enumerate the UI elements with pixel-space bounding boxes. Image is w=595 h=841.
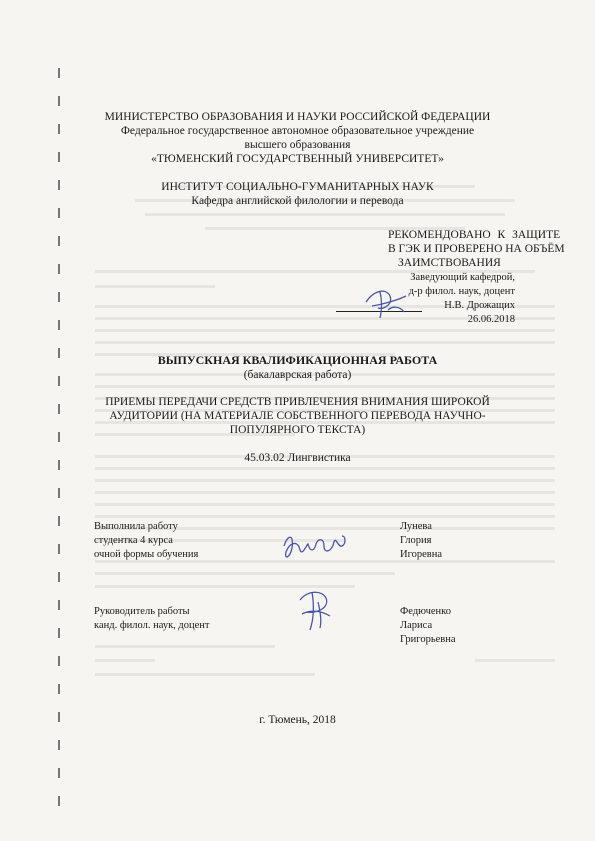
supervisor-label-1: Руководитель работы xyxy=(94,606,190,617)
author-label-2: студентка 4 курса xyxy=(94,535,173,546)
supervisor-label-2: канд. филол. наук, доцент xyxy=(94,620,210,631)
ministry-name: МИНИСТЕРСТВО ОБРАЗОВАНИЯ И НАУКИ РОССИЙСКОЙ ФЕДЕРАЦИИ xyxy=(104,111,491,123)
specialty-code: 45.03.02 Лингвистика xyxy=(244,452,351,464)
education-level: высшего образования xyxy=(244,139,351,151)
university-name: «ТЮМЕНСКИЙ ГОСУДАРСТВЕННЫЙ УНИВЕРСИТЕТ» xyxy=(151,153,444,165)
supervisor-patronymic: Григорьевна xyxy=(400,634,456,645)
work-title-line2: АУДИТОРИИ (НА МАТЕРИАЛЕ СОБСТВЕННОГО ПЕРЕВОДА НАУЧНО- xyxy=(109,410,486,422)
supervisor-signature xyxy=(292,586,336,634)
author-label-3: очной формы обучения xyxy=(94,549,199,560)
author-patronymic: Игоревна xyxy=(400,549,443,560)
city-year: г. Тюмень, 2018 xyxy=(259,714,336,726)
author-surname: Лунева xyxy=(400,521,432,532)
work-subtype: (бакалаврская работа) xyxy=(243,369,352,381)
head-degree: д-р филол. наук, доцент xyxy=(408,286,515,297)
author-name: Глория xyxy=(400,535,432,546)
institute-name: ИНСТИТУТ СОЦИАЛЬНО-ГУМАНИТАРНЫХ НАУК xyxy=(161,181,434,193)
approval-date: 26.06.2018 xyxy=(467,314,515,325)
head-title: Заведующий кафедрой, xyxy=(410,272,515,283)
author-label-1: Выполнила работу xyxy=(94,521,178,532)
supervisor-surname: Федюченко xyxy=(400,606,451,617)
recommendation-line1: РЕКОМЕНДОВАНО К ЗАЩИТЕ xyxy=(388,229,561,241)
work-title-line1: ПРИЕМЫ ПЕРЕДАЧИ СРЕДСТВ ПРИВЛЕЧЕНИЯ ВНИМАНИЯ ШИРОКОЙ xyxy=(105,396,490,408)
recommendation-line2: В ГЭК И ПРОВЕРЕНО НА ОБЪЁМ xyxy=(388,243,565,255)
work-title-line3: ПОПУЛЯРНОГО ТЕКСТА) xyxy=(229,424,366,436)
supervisor-name: Лариса xyxy=(400,620,433,631)
institution-type: Федеральное государственное автономное образовательное учреждение xyxy=(120,125,475,137)
head-name: Н.В. Дрожащих xyxy=(444,300,515,311)
head-signature xyxy=(360,284,410,320)
work-type: ВЫПУСКНАЯ КВАЛИФИКАЦИОННАЯ РАБОТА xyxy=(157,353,438,367)
recommendation-line3: ЗАИМСТВОВАНИЯ xyxy=(398,257,501,269)
author-signature xyxy=(280,526,352,566)
department-name: Кафедра английской филологии и перевода xyxy=(191,195,404,207)
